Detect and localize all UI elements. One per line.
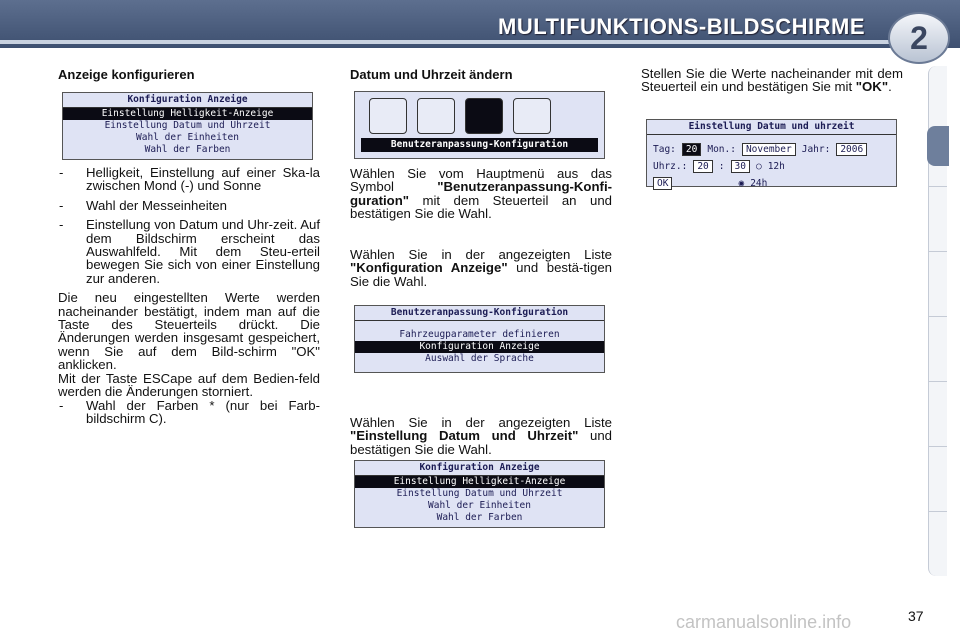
lcd-title: Konfiguration Anzeige: [63, 93, 312, 108]
column-2: [350, 68, 612, 81]
page-number: 37: [908, 608, 924, 624]
day-label: Tag:: [653, 144, 676, 155]
lcd-title: Konfiguration Anzeige: [355, 461, 604, 476]
section-heading: Anzeige konfigurieren: [58, 67, 195, 82]
watermark: carmanualsonline.info: [676, 612, 852, 632]
month-field: November: [742, 143, 796, 156]
instruction-text: Stellen Sie die Werte nacheinander mit dem Steuerteil ein und bestätigen Sie mit "OK".: [641, 66, 903, 95]
lcd-item: Konfiguration Anzeige: [355, 341, 604, 353]
fuel-icon: [417, 98, 455, 134]
lcd-item: Einstellung Datum und Uhrzeit: [104, 120, 271, 131]
lcd-item: Einstellung Helligkeit-Anzeige: [63, 108, 312, 120]
radio-12h-icon: ○: [755, 161, 762, 172]
lcd-title: Benutzeranpassung-Konfiguration: [355, 306, 604, 321]
navigation-icon: [369, 98, 407, 134]
hour-field: 20: [693, 160, 712, 173]
list-item: - Wahl der Farben * (nur bei Farb-bildschirm C).: [59, 397, 320, 426]
chapter-badge: 2: [888, 12, 950, 64]
time-label: Uhrz.:: [653, 161, 688, 172]
year-label: Jahr:: [801, 144, 831, 155]
lcd-item: Wahl der Einheiten: [428, 500, 531, 511]
section-heading: Datum und Uhrzeit ändern: [350, 67, 513, 82]
list-item: - Wahl der Messeinheiten: [59, 197, 227, 213]
option-24h: 24h: [750, 178, 768, 189]
lcd-item: Fahrzeugparameter definieren: [399, 329, 560, 340]
instruction-text: Wählen Sie in der angezeigten Liste "Konfiguration Anzeige" und bestä-tigen Sie die Wahl.: [350, 247, 612, 289]
lcd-selected-label: Benutzeranpassung-Konfiguration: [361, 138, 598, 152]
lcd-item: Wahl der Farben: [144, 144, 231, 155]
instruction-text: Wählen Sie vom Hauptmenü aus das Symbol "Benutzeranpassung-Konfi-guration" mit dem Steuerteil an und bestätigen Sie die Wahl.: [350, 166, 612, 222]
paragraph: Mit der Taste ESCape auf dem Bedien-feld werden die Änderungen storniert.: [58, 370, 320, 400]
day-field: 20: [682, 143, 701, 156]
column-1-body: [58, 166, 320, 425]
lcd-config-display-2: [354, 460, 605, 528]
header-stripe: [0, 40, 900, 44]
lcd-item: Wahl der Einheiten: [136, 132, 239, 143]
lcd-item: Einstellung Helligkeit-Anzeige: [355, 476, 604, 488]
active-chapter-tab[interactable]: [927, 126, 949, 166]
lcd-item: Wahl der Farben: [436, 512, 523, 523]
lcd-item: Auswahl der Sprache: [425, 353, 534, 364]
instruction-text: Wählen Sie in der angezeigten Liste "Einstellung Datum und Uhrzeit" und bestätigen Sie die Wahl.: [350, 415, 612, 457]
chapter-tabs: [928, 66, 947, 576]
list-item: - Helligkeit, Einstellung auf einer Ska-la zwischen Mond (-) und Sonne: [59, 165, 320, 194]
configuration-icon: [465, 98, 503, 134]
page-title: MULTIFUNKTIONS-BILDSCHIRME: [498, 14, 865, 39]
minute-field: 30: [731, 160, 750, 173]
paragraph: Die neu eingestellten Werte werden nacheinander bestätigt, indem man auf die Taste des Steuerteils drückt. Die Änderungen werden insgesamt gespeichert, wenn Sie auf dem Bild-schirm "OK" anklicken.: [58, 290, 320, 373]
month-label: Mon.:: [707, 144, 736, 155]
lcd-item: Einstellung Datum und Uhrzeit: [396, 488, 563, 499]
year-field: 2006: [836, 143, 867, 156]
list-item: - Einstellung von Datum und Uhr-zeit. Auf dem Bildschirm erscheint das Auswahlfeld. Mit dem Steu-erteil bewegen Sie sich von einer Einstellung zur anderen.: [59, 217, 320, 286]
lcd-title: Einstellung Datum und uhrzeit: [647, 120, 896, 135]
lcd-date-time: Einstellung Datum und uhrzeit Tag: 20 Mon.: November Jahr: 2006 Uhrz.: 20 : 30 ○ 12h OK ◉ 24h: [646, 119, 897, 187]
lcd-config-menu: [354, 305, 605, 373]
radio-24h-icon: ◉: [738, 178, 745, 189]
header-bar: [0, 0, 960, 48]
ok-button: OK: [653, 177, 672, 190]
audio-icon: [513, 98, 551, 134]
lcd-config-display: [62, 92, 313, 160]
lcd-main-menu: [354, 91, 605, 159]
option-12h: 12h: [767, 161, 785, 172]
column-1: [58, 68, 320, 81]
